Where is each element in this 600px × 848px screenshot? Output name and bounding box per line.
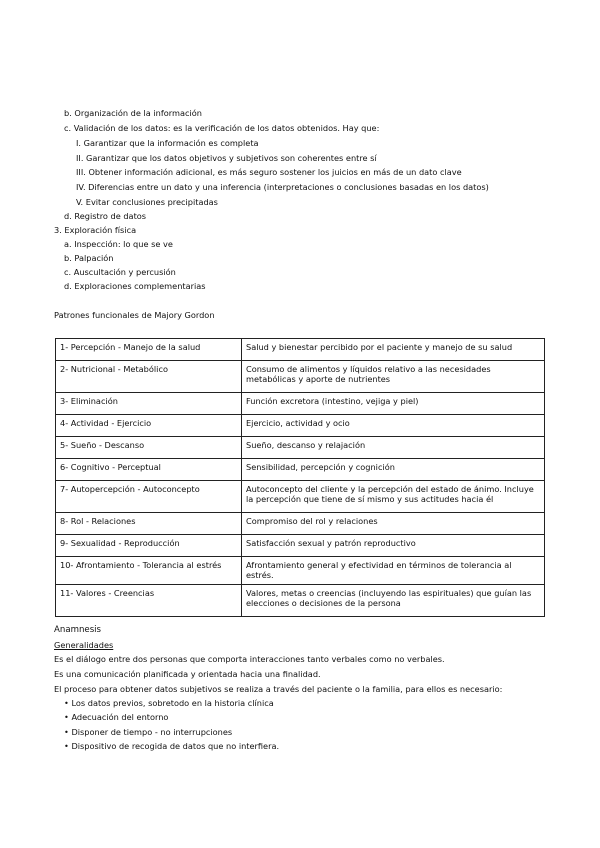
list-marker: d. [64, 281, 72, 291]
list-marker: b. [64, 253, 72, 263]
roman-item-1 [76, 139, 259, 147]
anamnesis-paragraph-1: Es el diálogo entre dos personas que comporta interacciones tanto verbales como no verbales. [54, 654, 445, 664]
section-3-heading [54, 226, 136, 234]
pattern-cell: 4- Actividad - Ejercicio [56, 415, 242, 437]
bullet-text: Dispositivo de recogida de datos que no interfiera. [71, 741, 280, 751]
anamnesis-subtitle: Generalidades [54, 640, 114, 650]
roman-marker: II. [76, 153, 84, 163]
pattern-cell: 3- Eliminación [56, 393, 242, 415]
roman-marker: V. [76, 197, 84, 207]
bullet-item-2 [64, 713, 168, 721]
roman-text: Obtener información adicional, es más seguro sostener los juicios en más de un dato clave [88, 167, 462, 177]
roman-text: Garantizar que la información es completa [83, 138, 259, 148]
table-row [56, 513, 545, 535]
bullet-icon: • [64, 741, 69, 751]
bullet-text: Los datos previos, sobretodo en la historia clínica [71, 698, 274, 708]
bullet-item-1 [64, 699, 274, 707]
table-row [56, 393, 545, 415]
description-cell: Sensibilidad, percepción y cognición [242, 459, 545, 481]
list-text: Exploraciones complementarias [74, 281, 206, 291]
bullet-text: Adecuación del entorno [71, 712, 169, 722]
bullet-text: Disponer de tiempo - no interrupciones [71, 727, 233, 737]
bullet-icon: • [64, 727, 69, 737]
anamnesis-title: Anamnesis [54, 625, 102, 635]
list-marker: a. [64, 239, 72, 249]
roman-marker: IV. [76, 182, 86, 192]
table-row [56, 535, 545, 557]
gordon-table [55, 338, 545, 617]
roman-text: Diferencias entre un dato y una inferencia (interpretaciones o conclusiones basadas en los datos) [88, 182, 489, 192]
section-3-item-a [64, 240, 173, 248]
bullet-icon: • [64, 712, 69, 722]
pattern-cell: 11- Valores - Creencias [56, 584, 242, 616]
pattern-cell: 8- Rol - Relaciones [56, 513, 242, 535]
description-cell: Afrontamiento general y efectividad en términos de tolerancia al estrés. [242, 557, 545, 585]
list-item-b [64, 109, 202, 117]
table-row [56, 339, 545, 361]
list-marker: b. [64, 108, 72, 118]
list-text: Validación de los datos: es la verificación de los datos obtenidos. Hay que: [73, 123, 380, 133]
description-cell: Compromiso del rol y relaciones [242, 513, 545, 535]
anamnesis-paragraph-3: El proceso para obtener datos subjetivos se realiza a través del paciente o la familia, para ellos es necesario: [54, 684, 503, 694]
section-3-item-c [64, 268, 176, 276]
roman-item-2 [76, 154, 377, 162]
description-cell: Salud y bienestar percibido por el paciente y manejo de su salud [242, 339, 545, 361]
table-row [56, 415, 545, 437]
roman-marker: III. [76, 167, 86, 177]
pattern-cell: 10- Afrontamiento - Tolerancia al estrés [56, 557, 242, 585]
list-marker: d. [64, 211, 72, 221]
roman-text: Garantizar que los datos objetivos y subjetivos son coherentes entre sí [86, 153, 377, 163]
roman-item-4 [76, 183, 489, 191]
list-marker: c. [64, 267, 72, 277]
table-row [56, 481, 545, 513]
pattern-cell: 7- Autopercepción - Autoconcepto [56, 481, 242, 513]
section-3-item-d [64, 282, 206, 290]
pattern-cell: 6- Cognitivo - Perceptual [56, 459, 242, 481]
table-row [56, 361, 545, 393]
table-row [56, 557, 545, 585]
description-cell: Valores, metas o creencias (incluyendo las espirituales) que guían las elecciones o decisiones de la persona [242, 584, 545, 616]
list-item-c [64, 124, 379, 132]
description-cell: Autoconcepto del cliente y la percepción del estado de ánimo. Incluye la percepción que tiene de sí mismo y sus actitudes hacia él [242, 481, 545, 513]
list-text: Organización de la información [74, 108, 202, 118]
pattern-cell: 5- Sueño - Descanso [56, 437, 242, 459]
roman-marker: I. [76, 138, 82, 148]
roman-item-3 [76, 168, 462, 176]
description-cell: Ejercicio, actividad y ocio [242, 415, 545, 437]
bullet-icon: • [64, 698, 69, 708]
description-cell: Sueño, descanso y relajación [242, 437, 545, 459]
list-text: Auscultación y percusión [73, 267, 176, 277]
list-marker: c. [64, 123, 72, 133]
bullet-item-3 [64, 728, 232, 736]
roman-text: Evitar conclusiones precipitadas [85, 197, 218, 207]
table-row [56, 437, 545, 459]
section-marker: 3. [54, 225, 62, 235]
table-row [56, 459, 545, 481]
description-cell: Consumo de alimentos y líquidos relativo a las necesidades metabólicas y aporte de nutrientes [242, 361, 545, 393]
list-item-d [64, 212, 146, 220]
anamnesis-paragraph-2: Es una comunicación planificada y orientada hacia una finalidad. [54, 669, 321, 679]
list-text: Registro de datos [74, 211, 147, 221]
bullet-item-4 [64, 742, 279, 750]
table-row [56, 584, 545, 616]
list-text: Palpación [74, 253, 114, 263]
description-cell: Función excretora (intestino, vejiga y piel) [242, 393, 545, 415]
roman-item-5 [76, 198, 218, 206]
section-3-item-b [64, 254, 113, 262]
gordon-title: Patrones funcionales de Majory Gordon [54, 310, 215, 320]
description-cell: Satisfacción sexual y patrón reproductivo [242, 535, 545, 557]
list-text: Inspección: lo que se ve [74, 239, 173, 249]
section-title: Exploración física [64, 225, 137, 235]
pattern-cell: 9- Sexualidad - Reproducción [56, 535, 242, 557]
pattern-cell: 1- Percepción - Manejo de la salud [56, 339, 242, 361]
pattern-cell: 2- Nutricional - Metabólico [56, 361, 242, 393]
